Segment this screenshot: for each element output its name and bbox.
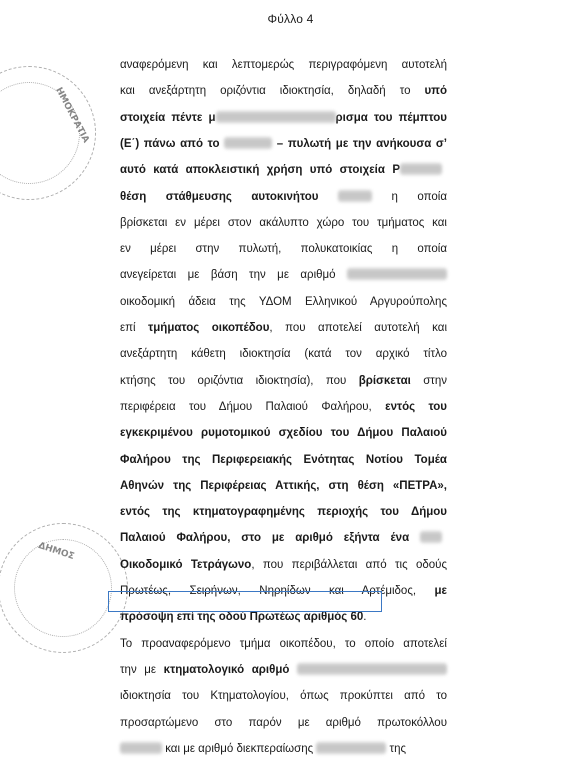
text-segment: ανεξάρτητη κάθετη ιδιοκτησία (κατά τον αρχικό τίτλο: [120, 348, 447, 360]
text-segment: βρίσκεται εν μέρει στον ακάλυπτο χώρο του τμήματος και: [120, 217, 447, 229]
bold-text: με την ανήκουσα σ’: [335, 138, 447, 150]
text-segment: και ανεξάρτητη οριζόντια ιδιοκτησία, δηλαδή το: [120, 85, 425, 97]
redacted-text: [338, 190, 372, 202]
redacted-text: [120, 742, 162, 754]
text-line: [120, 689, 447, 703]
text-line: [120, 716, 447, 730]
text-line: [120, 663, 447, 677]
text-segment: προσαρτώμενο στο παρόν με αριθμό πρωτοκόλλου: [120, 717, 447, 729]
text-line: [120, 400, 447, 414]
text-line: [120, 505, 447, 519]
text-segment: την με: [120, 664, 164, 676]
bold-text: αυτό κατά αποκλειστική χρήση υπό στοιχεία Ρ: [120, 164, 400, 176]
text-line: [120, 295, 447, 309]
text-segment: , που περιβάλλεται από τις οδούς: [251, 559, 447, 571]
text-segment: στην: [410, 375, 447, 387]
text-segment: της: [386, 743, 407, 755]
text-line: [120, 137, 447, 151]
text-segment: .: [363, 611, 367, 623]
text-segment: ιδιοκτησία του Κτηματολογίου, όπως προκύπτει από το: [120, 690, 447, 702]
bold-text: εντός του: [385, 401, 448, 413]
text-line: [120, 558, 447, 572]
text-line: [120, 453, 447, 467]
bold-text: πρόσοψη επί της οδού Πρωτέως αριθμός 60: [120, 611, 364, 623]
text-line: [120, 190, 447, 204]
text-line: [120, 84, 447, 98]
redacted-text: [347, 268, 447, 280]
text-segment: εν μέρει στην πυλωτή, πολυκατοικίας η οποία: [120, 243, 447, 255]
text-line: [120, 242, 447, 256]
text-line: [120, 426, 447, 440]
bold-text: με: [434, 585, 447, 597]
seal-stamp-top-lettering: ΗΜΟΚΡΑΤΙΑ: [53, 86, 91, 145]
bold-text: Οικοδομικό Τετράγωνο: [120, 559, 252, 571]
redacted-text: [420, 531, 442, 543]
sheet-number: Φύλλο 4: [267, 12, 314, 26]
text-segment: περιφέρεια του Δήμου Παλαιού Φαλήρου,: [120, 401, 386, 413]
bold-text: Αθηνών της Περιφέρειας Αττικής, στη θέση «ΠΕΤΡΑ»,: [120, 480, 447, 492]
text-line: [120, 321, 447, 335]
text-segment: Πρωτέως, Σειρήνων, Νηρηίδων και Αρτέμιδος,: [120, 585, 435, 597]
bold-text: βρίσκεται: [358, 375, 411, 387]
redacted-text: [216, 111, 336, 123]
text-segment: κτήσης του οριζόντια ιδιοκτησία), που: [120, 375, 359, 387]
bold-text: Παλαιού Φαλήρου, στο με αριθμό εξήντα ένα: [120, 532, 420, 544]
text-segment: και με αριθμό διεκπεραίωσης: [162, 743, 317, 755]
text-line: [120, 742, 447, 756]
bold-text: ρισμα του πέμπτου: [335, 112, 447, 124]
bold-text: υπό: [424, 85, 447, 97]
bold-text: (Ε΄) πάνω από το: [120, 138, 225, 150]
seal-stamp-bottom-lettering: ΔΗΜΟΣ: [36, 541, 76, 563]
bold-text: τμήματος οικοπέδου: [148, 322, 270, 334]
text-segment: ανεγείρεται με βάση την με αριθμό: [120, 269, 347, 281]
redacted-text: [224, 137, 272, 149]
text-line: [120, 216, 447, 230]
text-segment: επί: [120, 322, 149, 334]
redacted-text: [297, 663, 447, 675]
text-line: [120, 163, 442, 177]
text-line: [120, 479, 447, 493]
redacted-text: [316, 742, 386, 754]
bold-text: θέση στάθμευσης αυτοκινήτου: [120, 191, 338, 203]
text-line: [120, 268, 447, 282]
text-segment: η οποία: [371, 191, 447, 203]
text-segment: [289, 664, 297, 676]
bold-text: Φαλήρου της Περιφερειακής Ενότητας Νοτίου Τομέα: [120, 454, 447, 466]
text-segment: Το προαναφερόμενο τμήμα οικοπέδου, το οποίο αποτελεί: [120, 638, 447, 650]
text-line: [120, 111, 447, 125]
redacted-text: [400, 163, 442, 175]
text-line: [120, 347, 447, 361]
text-segment: αναφερόμενη και λεπτομερώς περιγραφόμενη αυτοτελή: [120, 59, 447, 71]
bold-text: εντός της κτηματογραφημένης περιοχής του Δήμου: [120, 506, 447, 518]
text-line: [120, 58, 447, 72]
bold-text: εγκεκριμένου ρυμοτομικού σχεδίου του Δήμου Παλαιού: [120, 427, 447, 439]
text-segment: , που αποτελεί αυτοτελή και: [269, 322, 447, 334]
bold-text: στοιχεία πέντε μ: [120, 112, 216, 124]
highlight-box: [108, 591, 382, 612]
text-line: [120, 531, 442, 545]
text-segment: οικοδομική άδεια της ΥΔΟΜ Ελληνικού Αργυρούπολης: [120, 296, 447, 308]
text-line: [120, 610, 447, 624]
text-line: [120, 637, 447, 651]
text-line: [120, 374, 447, 388]
bold-text: κτηματολογικό αριθμό: [163, 664, 290, 676]
bold-text: – πυλωτή: [272, 138, 336, 150]
